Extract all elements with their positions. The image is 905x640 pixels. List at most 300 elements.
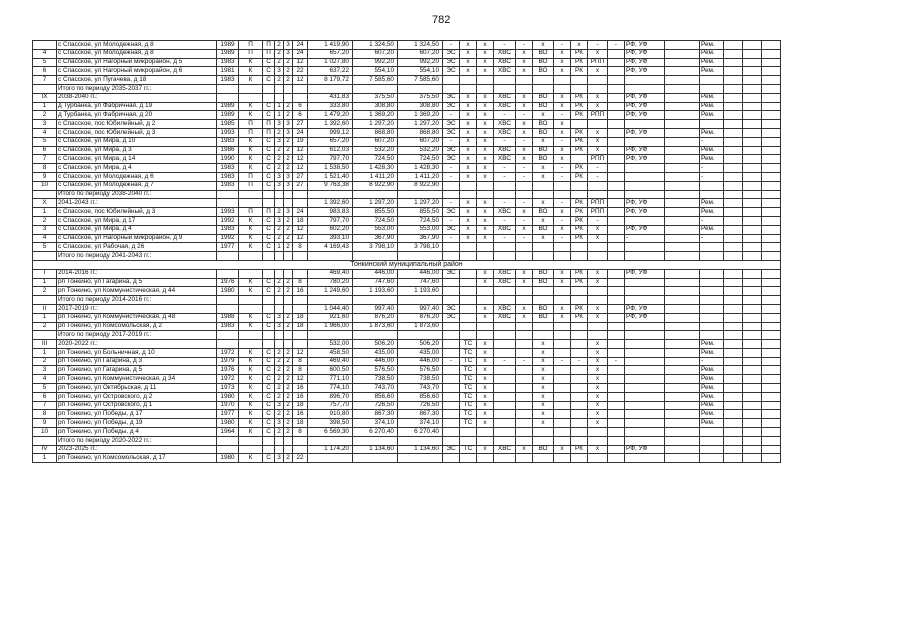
table-cell: [762, 76, 781, 85]
table-cell: 12: [293, 234, 308, 243]
table-cell: [588, 436, 608, 445]
table-cell: [608, 49, 625, 58]
table-cell: [762, 410, 781, 419]
table-cell: [477, 322, 494, 331]
table-cell: С: [263, 322, 275, 331]
table-cell: [554, 243, 571, 252]
table-cell: [700, 120, 724, 129]
table-cell: РПП: [588, 58, 608, 67]
table-cell: 921,60: [308, 313, 353, 322]
table-cell: [625, 340, 665, 349]
table-cell: С: [263, 216, 275, 225]
table-cell: [665, 436, 700, 445]
table-cell: х: [477, 313, 494, 322]
table-cell: [665, 128, 700, 137]
table-cell: [494, 392, 516, 401]
table-cell: [554, 428, 571, 437]
table-cell: [762, 454, 781, 463]
table-cell: [263, 304, 275, 313]
table-cell: РФ, УФ: [625, 93, 665, 102]
table-cell: [665, 41, 700, 50]
table-cell: 8: [33, 410, 57, 419]
table-cell: К: [239, 225, 263, 234]
table-cell: [665, 296, 700, 305]
table-cell: [239, 340, 263, 349]
table-cell: [533, 287, 554, 296]
table-cell: ЭС: [443, 67, 460, 76]
table-cell: С: [263, 287, 275, 296]
table-cell: с Спасское, ул Мира, д 3: [57, 146, 217, 155]
table-cell: 1983: [217, 172, 239, 181]
table-cell: 458,50: [308, 348, 353, 357]
table-cell: [460, 76, 477, 85]
table-cell: С: [263, 234, 275, 243]
table-cell: [665, 392, 700, 401]
table-cell: [724, 102, 743, 111]
table-cell: [724, 304, 743, 313]
table-cell: [743, 216, 762, 225]
table-cell: [460, 252, 477, 261]
table-cell: К: [239, 410, 263, 419]
table-cell: [762, 340, 781, 349]
table-cell: 1980: [217, 419, 239, 428]
table-cell: Рем.: [700, 419, 724, 428]
table-cell: 27: [293, 172, 308, 181]
table-cell: 6 270,40: [398, 428, 443, 437]
table-cell: 532,20: [353, 146, 398, 155]
table-cell: [665, 304, 700, 313]
table-cell: 607,20: [398, 49, 443, 58]
table-cell: х: [460, 58, 477, 67]
table-cell: Рем.: [700, 102, 724, 111]
table-cell: [275, 269, 284, 278]
table-cell: IX: [33, 93, 57, 102]
table-cell: -: [494, 199, 516, 208]
table-cell: х: [533, 366, 554, 375]
table-cell: х: [460, 225, 477, 234]
table-cell: 1 369,20: [398, 111, 443, 120]
table-cell: [700, 243, 724, 252]
table-cell: 7 585,60: [353, 76, 398, 85]
table-cell: X: [33, 199, 57, 208]
table-cell: [608, 331, 625, 340]
table-cell: 2: [275, 164, 284, 173]
table-cell: [762, 331, 781, 340]
table-cell: ВО: [533, 146, 554, 155]
table-cell: с Спасское, пос Юбилейный, д 2: [57, 120, 217, 129]
table-cell: рп Тонкино, ул Комсомольская, д 17: [57, 454, 217, 463]
table-cell: [275, 252, 284, 261]
table-cell: х: [477, 445, 494, 454]
table-cell: 1977: [217, 410, 239, 419]
table-cell: ХВС: [494, 225, 516, 234]
table-cell: [571, 454, 588, 463]
table-cell: х: [477, 41, 494, 50]
table-cell: 12: [293, 348, 308, 357]
table-cell: х: [533, 401, 554, 410]
table-cell: 1 297,20: [398, 199, 443, 208]
table-cell: [665, 322, 700, 331]
table-cell: [665, 137, 700, 146]
table-cell: ВО: [533, 155, 554, 164]
table-cell: РФ, УФ: [625, 102, 665, 111]
table-cell: 12: [293, 146, 308, 155]
table-cell: [494, 84, 516, 93]
table-cell: [353, 331, 398, 340]
table-cell: С: [263, 67, 275, 76]
table-cell: [608, 401, 625, 410]
table-cell: [762, 137, 781, 146]
table-cell: [625, 120, 665, 129]
table-cell: [665, 278, 700, 287]
table-cell: [665, 155, 700, 164]
table-cell: 2: [284, 366, 293, 375]
table-cell: 9: [33, 419, 57, 428]
table-cell: 6 569,30: [308, 428, 353, 437]
table-cell: 738,50: [398, 375, 443, 384]
table-cell: [608, 384, 625, 393]
table-cell: К: [239, 287, 263, 296]
table-cell: С: [263, 392, 275, 401]
table-cell: [743, 296, 762, 305]
table-cell: [516, 348, 533, 357]
table-cell: С: [263, 172, 275, 181]
table-cell: [275, 331, 284, 340]
table-row: [33, 366, 781, 375]
table-cell: 600,50: [308, 366, 353, 375]
table-cell: ВО: [533, 58, 554, 67]
table-cell: РК: [571, 216, 588, 225]
table-cell: 876,20: [353, 313, 398, 322]
table-cell: с Спасское, ул Мира, д 14: [57, 155, 217, 164]
table-cell: х: [477, 384, 494, 393]
table-cell: ТС: [460, 384, 477, 393]
table-cell: [743, 322, 762, 331]
table-cell: [625, 190, 665, 199]
table-cell: [743, 58, 762, 67]
table-cell: 2: [284, 58, 293, 67]
table-cell: х: [588, 93, 608, 102]
table-cell: х: [588, 357, 608, 366]
table-cell: х: [554, 269, 571, 278]
table-cell: -: [554, 111, 571, 120]
table-cell: [724, 384, 743, 393]
table-cell: [293, 304, 308, 313]
table-cell: [239, 304, 263, 313]
table-cell: [665, 146, 700, 155]
table-cell: [743, 340, 762, 349]
table-cell: [665, 401, 700, 410]
table-cell: 5: [33, 384, 57, 393]
table-row: [33, 137, 781, 146]
table-cell: [743, 287, 762, 296]
table-cell: х: [533, 375, 554, 384]
table-cell: -: [443, 216, 460, 225]
table-cell: [571, 436, 588, 445]
table-cell: 16: [293, 384, 308, 393]
table-cell: [460, 304, 477, 313]
table-cell: х: [571, 41, 588, 50]
table-cell: 553,00: [353, 225, 398, 234]
table-cell: ХВС: [494, 313, 516, 322]
table-cell: [293, 84, 308, 93]
table-cell: 2: [33, 287, 57, 296]
table-cell: 1 193,60: [398, 287, 443, 296]
table-cell: ТС: [460, 392, 477, 401]
table-cell: 1 193,60: [353, 287, 398, 296]
table-cell: ТС: [460, 375, 477, 384]
table-cell: [724, 225, 743, 234]
table-cell: РК: [571, 128, 588, 137]
table-cell: рп Тонкино, ул Победы, д 17: [57, 410, 217, 419]
table-cell: 12: [293, 375, 308, 384]
table-cell: [724, 243, 743, 252]
table-cell: [460, 287, 477, 296]
table-cell: [494, 76, 516, 85]
table-cell: х: [533, 172, 554, 181]
table-cell: С: [263, 111, 275, 120]
table-cell: [554, 181, 571, 190]
table-cell: 780,20: [308, 278, 353, 287]
table-cell: [625, 164, 665, 173]
table-cell: Рем.: [700, 41, 724, 50]
table-row: [33, 102, 781, 111]
table-cell: [608, 172, 625, 181]
table-cell: [571, 181, 588, 190]
table-cell: [743, 190, 762, 199]
table-cell: С: [263, 419, 275, 428]
table-cell: [762, 401, 781, 410]
table-cell: [608, 322, 625, 331]
table-cell: [588, 76, 608, 85]
table-cell: 2: [284, 234, 293, 243]
table-row: [33, 340, 781, 349]
table-cell: [724, 287, 743, 296]
table-cell: -: [554, 164, 571, 173]
table-cell: -: [516, 164, 533, 173]
table-cell: [33, 252, 57, 261]
table-cell: [625, 454, 665, 463]
table-cell: х: [477, 58, 494, 67]
table-cell: РФ, УФ: [625, 199, 665, 208]
table-cell: 22: [293, 67, 308, 76]
table-cell: [443, 410, 460, 419]
table-cell: х: [477, 366, 494, 375]
table-cell: [608, 84, 625, 93]
table-cell: [608, 58, 625, 67]
table-cell: -: [443, 164, 460, 173]
table-cell: 367,90: [398, 234, 443, 243]
table-cell: [571, 155, 588, 164]
table-cell: х: [516, 67, 533, 76]
table-cell: [477, 181, 494, 190]
table-cell: х: [533, 41, 554, 50]
table-cell: 1964: [217, 428, 239, 437]
table-cell: [284, 93, 293, 102]
table-cell: 910,80: [308, 410, 353, 419]
table-cell: С: [263, 410, 275, 419]
table-row: [33, 410, 781, 419]
table-cell: К: [239, 111, 263, 120]
table-cell: П: [239, 120, 263, 129]
table-cell: 7: [33, 155, 57, 164]
table-cell: 8: [33, 164, 57, 173]
table-cell: РК: [571, 445, 588, 454]
table-cell: [608, 216, 625, 225]
table-cell: [608, 67, 625, 76]
table-cell: [571, 401, 588, 410]
table-cell: -: [554, 234, 571, 243]
table-cell: [762, 357, 781, 366]
table-cell: [625, 172, 665, 181]
table-cell: 12: [293, 155, 308, 164]
table-cell: РФ, УФ: [625, 41, 665, 50]
table-cell: х: [477, 208, 494, 217]
table-cell: 2: [284, 137, 293, 146]
table-cell: [665, 225, 700, 234]
table-cell: [762, 419, 781, 428]
table-cell: 1983: [217, 137, 239, 146]
table-cell: [743, 146, 762, 155]
table-cell: [516, 392, 533, 401]
table-cell: [533, 454, 554, 463]
table-cell: 16: [293, 287, 308, 296]
table-cell: [700, 313, 724, 322]
table-cell: П: [263, 41, 275, 50]
table-cell: [516, 252, 533, 261]
table-cell: [353, 252, 398, 261]
table-cell: [293, 199, 308, 208]
table-cell: 3: [275, 216, 284, 225]
table-cell: 2: [284, 410, 293, 419]
table-cell: [494, 181, 516, 190]
table-cell: [743, 436, 762, 445]
table-cell: 612,03: [308, 146, 353, 155]
table-cell: 3: [33, 366, 57, 375]
table-cell: [533, 252, 554, 261]
table-cell: [516, 84, 533, 93]
table-cell: ХВС: [494, 445, 516, 454]
table-cell: 1 324,50: [353, 41, 398, 50]
table-cell: 3: [275, 181, 284, 190]
table-cell: Рем.: [700, 348, 724, 357]
table-cell: -: [516, 172, 533, 181]
table-cell: 1983: [217, 164, 239, 173]
table-cell: х: [588, 67, 608, 76]
table-cell: д Турбанка, ул Фабричная, д 19: [57, 102, 217, 111]
table-cell: [762, 287, 781, 296]
table-cell: [284, 252, 293, 261]
table-cell: [443, 278, 460, 287]
table-cell: ХВС: [494, 304, 516, 313]
table-cell: [275, 296, 284, 305]
table-cell: РФ, УФ: [625, 49, 665, 58]
table-cell: [743, 331, 762, 340]
table-cell: х: [460, 199, 477, 208]
table-cell: [477, 296, 494, 305]
table-cell: х: [477, 304, 494, 313]
table-cell: П: [239, 208, 263, 217]
table-cell: [533, 76, 554, 85]
table-cell: [554, 287, 571, 296]
table-cell: 1 411,20: [398, 172, 443, 181]
table-cell: 446,00: [398, 357, 443, 366]
table-cell: 1 134,60: [353, 445, 398, 454]
table-cell: х: [588, 304, 608, 313]
table-cell: [588, 252, 608, 261]
table-cell: с Спасское, ул Нагорный микрорайон, д 6: [57, 67, 217, 76]
table-cell: [700, 428, 724, 437]
table-cell: х: [477, 348, 494, 357]
table-cell: РК: [571, 313, 588, 322]
table-cell: х: [554, 445, 571, 454]
table-cell: К: [239, 375, 263, 384]
table-cell: 1979: [217, 357, 239, 366]
table-cell: -: [443, 137, 460, 146]
table-cell: 2: [284, 278, 293, 287]
table-cell: [665, 172, 700, 181]
table-cell: [665, 234, 700, 243]
table-cell: х: [588, 445, 608, 454]
table-cell: [443, 190, 460, 199]
table-cell: [554, 454, 571, 463]
table-cell: 657,20: [308, 137, 353, 146]
table-cell: х: [477, 164, 494, 173]
table-cell: [263, 340, 275, 349]
table-cell: -: [554, 216, 571, 225]
table-cell: х: [460, 234, 477, 243]
table-cell: [554, 419, 571, 428]
table-cell: ТС: [460, 357, 477, 366]
table-cell: [724, 454, 743, 463]
table-cell: 5: [33, 58, 57, 67]
table-cell: ЭС: [443, 120, 460, 129]
table-cell: 868,80: [398, 128, 443, 137]
table-cell: [665, 384, 700, 393]
table-cell: С: [263, 401, 275, 410]
table-cell: [33, 190, 57, 199]
table-cell: 2: [284, 76, 293, 85]
table-cell: [762, 128, 781, 137]
table-cell: ТС: [460, 445, 477, 454]
table-cell: х: [460, 208, 477, 217]
table-cell: [724, 269, 743, 278]
page-number: 782: [432, 14, 451, 26]
table-cell: -: [516, 357, 533, 366]
table-cell: [700, 331, 724, 340]
table-cell: [724, 67, 743, 76]
table-cell: П: [239, 49, 263, 58]
table-cell: 8: [293, 278, 308, 287]
table-cell: 10: [33, 428, 57, 437]
table-cell: [700, 181, 724, 190]
table-cell: х: [516, 445, 533, 454]
table-cell: -: [494, 164, 516, 173]
table-cell: [724, 199, 743, 208]
table-cell: ТС: [460, 419, 477, 428]
table-cell: 6: [33, 146, 57, 155]
table-cell: [743, 172, 762, 181]
table-cell: х: [460, 172, 477, 181]
table-cell: 2: [275, 357, 284, 366]
table-cell: ТС: [460, 366, 477, 375]
table-cell: [724, 146, 743, 155]
table-cell: [625, 401, 665, 410]
table-cell: [743, 181, 762, 190]
table-cell: РФ, УФ: [625, 67, 665, 76]
table-cell: [625, 410, 665, 419]
table-cell: [571, 190, 588, 199]
